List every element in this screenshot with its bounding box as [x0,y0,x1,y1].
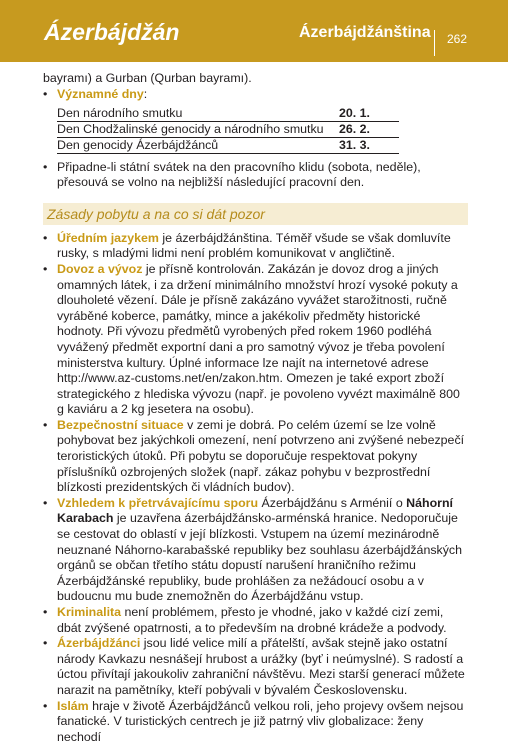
bullet-icon: • [43,698,48,713]
bullet-icon: • [43,261,48,276]
holiday-name: Den genocidy Ázerbájdžánců [57,137,339,153]
list-item [43,87,468,103]
table-row [57,137,399,153]
days-heading: Významné dny [57,86,144,101]
item-lead: Islám [57,698,89,713]
list-item [43,262,468,418]
list-item [43,496,468,605]
section-title: Zásady pobytu a na co si dát pozor [43,203,468,225]
holiday-date: 20. 1. [339,106,399,121]
bullet-icon: • [43,605,48,620]
page-header [0,0,508,62]
chapter-title: Ázerbájdžán [44,19,180,45]
list-item [43,699,468,746]
item-lead: Kriminalita [57,605,122,620]
item-lead: Vzhledem k přetrvávajícímu sporu [57,495,259,510]
holiday-name: Den Chodžalinské genocidy a národního smutku [57,121,339,137]
item-text: v zemi je dobrá. Po celém území se lze volně pohybovat bez jakýchkoli omezení, není potvrzeno ani zvýšené nebezpečí teroristických útoků. Při pobytu se doporučuje respektovat pokyny příslušníků ozbrojených složek (např. zákaz pohybu v bezprostřední blízkosti prezidentských či vládních budov). [57,417,465,495]
table-row [57,106,399,121]
bullet-icon: • [43,159,48,174]
item-text: je přísně kontrolován. Zakázán je dovoz drog a jiných omamných látek, i za držení minimálního množství hrozí vysoké pokuty a dlouholeté vězení. Dále je přísně zakázáno vyvážet starožitnosti, ručně vyráběné koberce, památky, mince a jakékoliv předměty historické hodnoty. Při vývozu předmětů vyrobených před rokem 1960 podléhá vyvážený předmět exportní dani a pro samotný vývoz je třeba povolení ministerstva kultury. Úplné informace lze najít na internetové adrese http://www.az-customs.net/en/zakon.htm. Omezen je také export zboží strategického z hlediska vývozu (např. je povoleno vyvézt maximálně 800 g kaviáru a 2 kg jesetera na osobu). [57,261,460,417]
item-lead: Úředním jazykem [57,230,159,245]
header-divider [434,30,435,56]
item-text: není problémem, přesto je vhodné, jako v každé cizí zemi, dbát zvýšené opatrnosti, a to především na drobné krádeže a podvody. [57,605,447,635]
bullet-icon: • [43,636,48,651]
item-lead: Ázerbájdžánci [57,636,141,651]
intro-continuation: bayramı) a Gurban (Qurban bayramı). [43,71,252,85]
bullet-icon: • [43,495,48,510]
item-lead: Bezpečnostní situace [57,417,184,432]
intro-list [43,87,468,103]
holiday-date: 26. 2. [339,121,399,137]
item-text-before: Ázerbájdžánu s Arménií o [258,495,407,510]
bullet-icon: • [43,230,48,245]
item-lead: Dovoz a vývoz [57,261,143,276]
list-item [43,636,468,698]
holidays-table [57,106,399,153]
item-bold: Náhorní Karabach [57,495,453,526]
table-row [57,121,399,137]
days-colon: : [143,86,148,101]
bullet-icon: • [43,86,48,101]
page-content [43,71,468,745]
section-name: Ázerbájdžánština [299,24,431,41]
holiday-note: Připadne-li státní svátek na den pracovního klidu (sobota, neděle), přesouvá se volno na nejbližší následující pracovní den. [57,159,421,190]
list-item [43,160,468,191]
item-text: jsou lidé velice milí a přátelští, avšak stejně jako ostatní národy Kavkazu nesnášejí hrubost a urážky (byť i neúmyslné). S radostí a úctou přivítají jakoukoliv zahraniční návštěvu. Mezi starší generací můžete narazit na pamětníky, kteří pobývali v bývalém Československu. [57,636,465,697]
item-text: je uzavřena ázerbájdžánsko-arménská hranice. Nedoporučuje se cestovat do oblastí v její blízkosti. Vstupem na území mezinárodně neuznané Náhorno-karabašské republiky bez souhlasu ázerbájdžánských orgánů se občan třetího státu dopustí narušení hraničního režimu Ázerbájdžánské republiky, bude prohlášen za nežádoucí osobu a v budoucnu mu bude znemožněn do Ázerbájdžánu vstup. [57,511,463,604]
list-item [43,418,468,496]
item-text: je ázerbájdžánština. Téměř všude se však domluvíte rusky, s mladými lidmi není problém komunikovat v angličtině. [57,230,451,261]
holiday-name: Den národního smutku [57,106,339,121]
item-text: hraje v životě Ázerbájdžánců velkou roli, jeho projevy ovšem nejsou fanatické. V turistických centrech je již patrný vliv globalizace: ženy nechodí [57,698,464,744]
list-item [43,231,468,262]
intro-note-list [43,160,468,191]
page-number: 262 [447,32,468,46]
bullet-icon: • [43,417,48,432]
rules-list [43,231,468,746]
holiday-date: 31. 3. [339,137,399,153]
list-item [43,605,468,636]
